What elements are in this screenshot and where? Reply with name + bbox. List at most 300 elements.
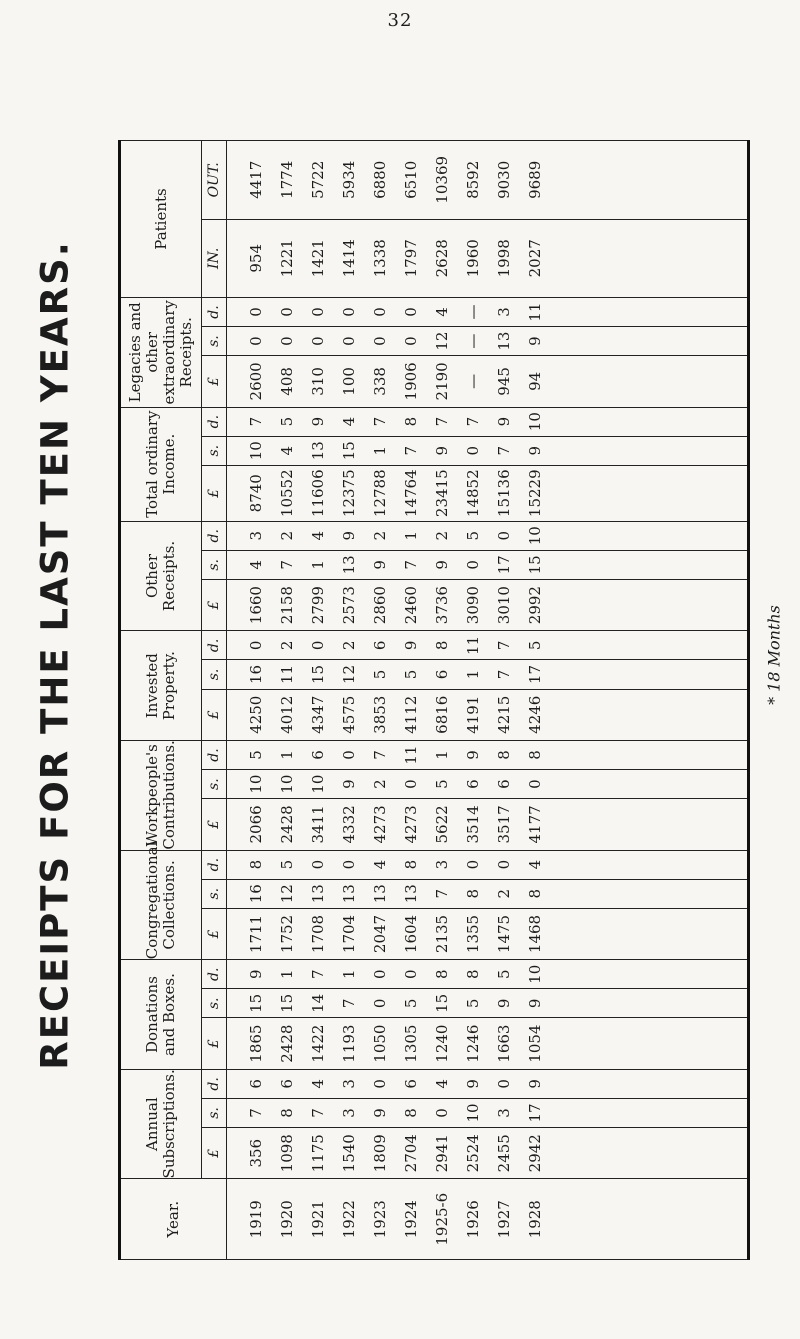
annual-pence-cell: 6 (402, 1079, 420, 1089)
congregational-shillings-cell: 13 (371, 884, 389, 904)
subhead-shillings: s. (202, 989, 227, 1018)
congregational-pence-cell: 3 (433, 859, 451, 870)
total-shillings-cell: 7 (402, 445, 420, 456)
page-number: 32 (387, 10, 413, 31)
subhead-pounds: £ (202, 356, 227, 407)
invested-shillings-cell: 1 (464, 669, 482, 680)
invested-shillings-column (227, 660, 749, 689)
annual-pence-cell: 3 (340, 1079, 358, 1089)
annual-shillings-cell: 8 (278, 1108, 296, 1118)
annual-pounds-cell: 2524 (464, 1134, 482, 1173)
patients-in-cell: 1221 (278, 239, 296, 278)
total-pounds-cell: 8740 (247, 474, 265, 513)
legacies-shillings-cell: 0 (340, 336, 358, 346)
col-legacies: Legacies and other extraordinary Receipts. (120, 297, 202, 407)
legacies-pounds-cell: 1906 (402, 362, 420, 401)
annual-pounds-cell: 1540 (340, 1134, 358, 1173)
legacies-pounds-column (227, 356, 749, 407)
workpeople-pounds-cell: 4332 (340, 805, 358, 844)
invested-shillings-cell: 7 (495, 669, 513, 680)
invested-pounds-cell: 4246 (526, 695, 544, 734)
subhead-shillings: s. (202, 327, 227, 356)
invested-pence-cell: 2 (340, 640, 358, 651)
patients-out-cell: 10369 (433, 155, 451, 204)
invested-shillings-cell: 16 (247, 664, 265, 685)
annual-pounds-cell: 2455 (495, 1134, 513, 1173)
annual-shillings-cell: 10 (464, 1103, 482, 1123)
other-pence-cell: 0 (495, 530, 513, 541)
congregational-pence-cell: 4 (526, 859, 544, 870)
subhead-shillings: s. (202, 879, 227, 908)
subhead-shillings: s. (202, 1098, 227, 1127)
total-shillings-cell: 7 (495, 445, 513, 456)
total-pounds-column (227, 465, 749, 521)
other-shillings-cell: 7 (402, 560, 420, 570)
donations-pounds-cell: 1663 (495, 1024, 513, 1063)
donations-pence-cell: 1 (278, 969, 296, 980)
legacies-shillings-cell: 0 (371, 336, 389, 346)
total-pence-column (227, 407, 749, 436)
congregational-shillings-cell: 13 (402, 884, 420, 904)
other-pence-cell: 5 (464, 530, 482, 541)
subhead-pounds: £ (202, 1128, 227, 1179)
total-pounds-cell: 12375 (340, 469, 358, 518)
total-pence-cell: 9 (309, 416, 327, 427)
patients-in-cell: 1421 (309, 239, 327, 278)
patients-out-cell: 1774 (278, 160, 296, 199)
workpeople-pounds-cell: 5622 (433, 805, 451, 844)
workpeople-pounds-cell: 2428 (278, 805, 296, 844)
invested-pence-cell: 2 (278, 640, 296, 651)
congregational-pence-cell: 0 (495, 859, 513, 870)
donations-pounds-cell: 1305 (402, 1024, 420, 1063)
annual-shillings-cell: 3 (340, 1108, 358, 1118)
legacies-shillings-cell: 9 (526, 336, 544, 346)
congregational-pence-column (227, 850, 749, 879)
workpeople-pence-cell: 7 (371, 750, 389, 760)
legacies-pence-cell: 0 (340, 307, 358, 317)
total-shillings-cell: 1 (371, 445, 389, 456)
col-annual: Annual Subscriptions. (120, 1069, 202, 1179)
invested-shillings-cell: 17 (526, 664, 544, 685)
invested-pence-cell: 5 (526, 640, 544, 651)
subhead-pounds: £ (202, 799, 227, 850)
total-pounds-cell: 12788 (371, 469, 389, 518)
subhead-pounds: £ (202, 579, 227, 630)
workpeople-pounds-cell: 3517 (495, 805, 513, 844)
annual-pounds-cell: 1809 (371, 1134, 389, 1173)
legacies-pence-cell: 4 (433, 307, 451, 317)
workpeople-pounds-cell: 4273 (402, 805, 420, 844)
other-shillings-cell: 17 (495, 555, 513, 575)
other-pence-cell: 2 (278, 530, 296, 541)
workpeople-shillings-cell: 6 (464, 779, 482, 789)
donations-pounds-cell: 1240 (433, 1024, 451, 1063)
patients-out-cell: 6880 (371, 160, 389, 199)
legacies-shillings-cell: 0 (278, 336, 296, 346)
total-pence-cell: 5 (278, 416, 296, 427)
subhead-pence: d. (202, 297, 227, 326)
other-pence-cell: 9 (340, 530, 358, 541)
workpeople-pence-cell: 0 (340, 750, 358, 760)
year-cell: 1921 (309, 1200, 327, 1239)
invested-pounds-column (227, 689, 749, 740)
subhead-shillings: s. (202, 660, 227, 689)
col-patients: Patients (120, 141, 202, 298)
year-cell: 1924 (402, 1200, 420, 1239)
annual-pence-cell: 4 (309, 1079, 327, 1089)
congregational-shillings-cell: 12 (278, 884, 296, 904)
other-shillings-cell: 1 (309, 560, 327, 570)
annual-pounds-cell: 2942 (526, 1134, 544, 1173)
total-pence-cell: 7 (247, 416, 265, 427)
donations-shillings-cell: 9 (495, 998, 513, 1009)
workpeople-pence-cell: 6 (309, 750, 327, 760)
rotated-table-wrapper (118, 140, 750, 1260)
donations-shillings-cell: 5 (402, 998, 420, 1009)
congregational-pence-cell: 5 (278, 859, 296, 870)
congregational-pence-cell: 8 (247, 859, 265, 870)
total-pence-cell: 9 (495, 416, 513, 427)
annual-pence-cell: 9 (464, 1079, 482, 1089)
legacies-pence-cell: 0 (278, 307, 296, 317)
donations-pence-cell: 0 (371, 969, 389, 980)
workpeople-shillings-cell: 0 (526, 779, 544, 789)
invested-shillings-cell: 5 (371, 669, 389, 680)
col-congregational: Congregational Collections. (120, 850, 202, 960)
patients-out-cell: 5934 (340, 160, 358, 199)
total-shillings-cell: 15 (340, 441, 358, 461)
legacies-pence-cell: 0 (247, 307, 265, 317)
legacies-pounds-cell: 338 (371, 367, 389, 396)
invested-pence-cell: 7 (495, 640, 513, 651)
invested-pounds-cell: 4012 (278, 695, 296, 734)
subhead-pounds: £ (202, 908, 227, 959)
subhead-pence: d. (202, 960, 227, 989)
workpeople-pence-cell: 8 (526, 750, 544, 760)
legacies-shillings-cell: 0 (402, 336, 420, 346)
col-total: Total ordinary Income. (120, 407, 202, 521)
donations-pence-cell: 0 (402, 969, 420, 980)
congregational-shillings-cell: 2 (495, 888, 513, 899)
legacies-pence-cell: 3 (495, 307, 513, 317)
donations-pence-cell: 8 (464, 969, 482, 980)
other-shillings-cell: 0 (464, 560, 482, 570)
congregational-pence-cell: 8 (402, 859, 420, 870)
receipts-table (118, 140, 750, 1260)
donations-pounds-cell: 1865 (247, 1024, 265, 1063)
total-pounds-cell: 11606 (309, 469, 327, 518)
subhead-shillings: s. (202, 550, 227, 579)
donations-shillings-cell: 15 (247, 993, 265, 1013)
workpeople-shillings-cell: 0 (402, 779, 420, 789)
patients-in-cell: 1998 (495, 239, 513, 278)
total-pence-cell: 7 (433, 416, 451, 427)
congregational-pence-cell: 0 (340, 859, 358, 870)
congregational-pounds-cell: 2047 (371, 914, 389, 954)
other-pence-cell: 2 (433, 530, 451, 541)
other-pence-cell: 4 (309, 530, 327, 541)
other-pence-column (227, 521, 749, 550)
workpeople-shillings-cell: 10 (278, 774, 296, 794)
other-shillings-cell: 9 (371, 560, 389, 570)
total-shillings-cell: 9 (526, 445, 544, 456)
patients-in-cell: 2628 (433, 239, 451, 278)
total-pounds-cell: 10552 (278, 469, 296, 518)
other-pounds-cell: 3736 (433, 586, 451, 625)
total-pence-cell: 7 (464, 416, 482, 427)
total-pounds-cell: 14852 (464, 469, 482, 518)
total-pounds-cell: 14764 (402, 469, 420, 518)
congregational-pence-cell: 4 (371, 859, 389, 870)
annual-shillings-column (227, 1098, 749, 1127)
congregational-pounds-cell: 1468 (526, 914, 544, 954)
donations-pounds-cell: 1054 (526, 1024, 544, 1063)
legacies-pounds-cell: 100 (340, 367, 358, 396)
total-shillings-cell: 13 (309, 441, 327, 461)
donations-pence-cell: 8 (433, 969, 451, 980)
legacies-pounds-cell: 94 (526, 371, 544, 391)
patients-out-cell: 8592 (464, 160, 482, 199)
annual-pence-cell: 6 (247, 1079, 265, 1089)
annual-pounds-column (227, 1128, 749, 1179)
year-cell: 1923 (371, 1200, 389, 1239)
invested-shillings-cell: 15 (309, 664, 327, 685)
other-pounds-column (227, 579, 749, 630)
donations-shillings-cell: 15 (278, 993, 296, 1013)
subhead-pence: d. (202, 740, 227, 769)
subhead-pence: d. (202, 1069, 227, 1098)
workpeople-pence-cell: 9 (464, 750, 482, 760)
congregational-pounds-cell: 1752 (278, 914, 296, 954)
invested-pence-cell: 0 (309, 640, 327, 651)
year-cell: 1920 (278, 1200, 296, 1239)
invested-pounds-cell: 4112 (402, 695, 420, 734)
other-shillings-cell: 9 (433, 560, 451, 570)
workpeople-pence-cell: 1 (433, 750, 451, 760)
patients-out-cell: 4417 (247, 160, 265, 199)
patients-out-cell: 6510 (402, 160, 420, 199)
workpeople-shillings-cell: 10 (309, 774, 327, 794)
legacies-pounds-cell: 310 (309, 367, 327, 396)
workpeople-pounds-cell: 2066 (247, 805, 265, 844)
other-shillings-cell: 4 (247, 560, 265, 570)
invested-pounds-cell: 4575 (340, 695, 358, 734)
annual-shillings-cell: 0 (433, 1108, 451, 1118)
legacies-pounds-cell: 2190 (433, 362, 451, 401)
legacies-pence-column (227, 297, 749, 326)
annual-pounds-cell: 1175 (309, 1134, 327, 1173)
footnote: * 18 Months (764, 605, 784, 705)
congregational-pounds-cell: 1475 (495, 914, 513, 954)
other-pounds-cell: 2799 (309, 586, 327, 625)
col-invested: Invested Property. (120, 631, 202, 741)
congregational-pounds-cell: 1704 (340, 914, 358, 954)
workpeople-shillings-cell: 10 (247, 774, 265, 794)
donations-pence-cell: 1 (340, 969, 358, 980)
workpeople-pence-cell: 1 (278, 750, 296, 760)
workpeople-pounds-cell: 3514 (464, 805, 482, 844)
congregational-shillings-cell: 7 (433, 888, 451, 899)
patients-out-cell: 5722 (309, 160, 327, 199)
other-pounds-cell: 2460 (402, 586, 420, 625)
annual-pounds-cell: 356 (247, 1138, 265, 1168)
year-cell: 1926 (464, 1200, 482, 1239)
workpeople-pounds-cell: 4273 (371, 805, 389, 844)
invested-shillings-cell: 12 (340, 664, 358, 685)
workpeople-pence-cell: 8 (495, 750, 513, 760)
legacies-pence-cell: 0 (309, 307, 327, 317)
total-pence-cell: 4 (340, 416, 358, 427)
col-other: Other Receipts. (120, 521, 202, 631)
donations-shillings-cell: 9 (526, 998, 544, 1009)
patients-in-column (227, 219, 749, 297)
congregational-shillings-cell: 8 (464, 888, 482, 899)
other-pounds-cell: 1660 (247, 586, 265, 625)
invested-pence-column (227, 631, 749, 660)
total-shillings-cell: 9 (433, 445, 451, 456)
donations-shillings-cell: 0 (371, 998, 389, 1009)
congregational-pence-cell: 0 (309, 859, 327, 870)
subhead-pence: d. (202, 850, 227, 879)
congregational-pounds-cell: 1355 (464, 914, 482, 954)
donations-pence-cell: 5 (495, 969, 513, 980)
invested-pounds-cell: 4250 (247, 695, 265, 734)
other-pounds-cell: 2992 (526, 586, 544, 625)
patients-in-cell: 1338 (371, 239, 389, 278)
subhead-shillings: s. (202, 436, 227, 465)
other-pounds-cell: 3010 (495, 586, 513, 625)
subhead-pence: d. (202, 521, 227, 550)
congregational-pounds-cell: 1708 (309, 914, 327, 954)
legacies-pence-cell: 11 (526, 302, 544, 322)
annual-shillings-cell: 7 (247, 1108, 265, 1118)
congregational-pence-cell: 0 (464, 859, 482, 870)
other-pence-cell: 1 (402, 530, 420, 541)
invested-shillings-cell: 5 (402, 669, 420, 680)
donations-pence-cell: 7 (309, 969, 327, 980)
annual-pence-cell: 0 (495, 1079, 513, 1089)
total-pounds-cell: 15136 (495, 469, 513, 518)
legacies-shillings-cell: 12 (433, 331, 451, 351)
col-year: Year. (120, 1179, 227, 1260)
annual-shillings-cell: 8 (402, 1108, 420, 1118)
other-pounds-cell: 2158 (278, 586, 296, 625)
legacies-pounds-cell: — (464, 373, 482, 389)
annual-pence-cell: 9 (526, 1079, 544, 1089)
other-shillings-column (227, 550, 749, 579)
subhead-pounds: £ (202, 1018, 227, 1069)
year-column (227, 1179, 749, 1260)
subhead-patients-in: IN. (202, 219, 227, 297)
other-pence-cell: 3 (247, 530, 265, 541)
total-pounds-cell: 23415 (433, 469, 451, 518)
annual-shillings-cell: 9 (371, 1108, 389, 1118)
donations-shillings-cell: 14 (309, 993, 327, 1013)
legacies-pence-cell: 0 (371, 307, 389, 317)
annual-pence-column (227, 1069, 749, 1098)
workpeople-pence-column (227, 740, 749, 769)
workpeople-shillings-column (227, 770, 749, 799)
donations-pence-column (227, 960, 749, 989)
subhead-pounds: £ (202, 465, 227, 521)
total-shillings-column (227, 436, 749, 465)
page-title: RECEIPTS FOR THE LAST TEN YEARS. (33, 240, 77, 1070)
total-pence-cell: 8 (402, 416, 420, 427)
patients-out-cell: 9689 (526, 160, 544, 199)
legacies-shillings-cell: 0 (247, 336, 265, 346)
congregational-pounds-cell: 2135 (433, 914, 451, 954)
congregational-shillings-cell: 13 (309, 884, 327, 904)
donations-shillings-cell: 5 (464, 998, 482, 1009)
invested-pence-cell: 11 (464, 635, 482, 655)
legacies-pence-cell: — (464, 304, 482, 320)
legacies-shillings-cell: 13 (495, 331, 513, 351)
year-cell: 1925-6 (433, 1192, 451, 1246)
total-shillings-cell: 0 (464, 445, 482, 456)
other-shillings-cell: 7 (278, 560, 296, 570)
congregational-pounds-cell: 1711 (247, 914, 265, 954)
legacies-pounds-cell: 408 (278, 367, 296, 396)
workpeople-shillings-cell: 6 (495, 779, 513, 789)
invested-pounds-cell: 4191 (464, 695, 482, 734)
legacies-pounds-cell: 2600 (247, 362, 265, 401)
annual-pence-cell: 6 (278, 1079, 296, 1089)
other-pounds-cell: 2860 (371, 586, 389, 625)
other-pence-cell: 2 (371, 530, 389, 541)
other-pounds-cell: 3090 (464, 586, 482, 625)
congregational-shillings-column (227, 879, 749, 908)
total-shillings-cell: 4 (278, 445, 296, 456)
year-cell: 1928 (526, 1200, 544, 1239)
other-shillings-cell: 13 (340, 555, 358, 575)
annual-shillings-cell: 17 (526, 1103, 544, 1123)
patients-in-cell: 2027 (526, 239, 544, 278)
patients-in-cell: 1960 (464, 239, 482, 278)
invested-pounds-cell: 6816 (433, 695, 451, 734)
total-pence-cell: 10 (526, 412, 544, 432)
congregational-pounds-column (227, 908, 749, 959)
annual-shillings-cell: 3 (495, 1108, 513, 1118)
workpeople-pounds-column (227, 799, 749, 850)
annual-pounds-cell: 2941 (433, 1134, 451, 1173)
donations-pounds-cell: 2428 (278, 1024, 296, 1063)
legacies-pounds-cell: 945 (495, 367, 513, 396)
annual-pounds-cell: 1098 (278, 1134, 296, 1173)
other-shillings-cell: 15 (526, 555, 544, 575)
donations-pounds-cell: 1246 (464, 1024, 482, 1063)
other-pounds-cell: 2573 (340, 586, 358, 625)
patients-in-cell: 954 (247, 243, 265, 273)
legacies-shillings-column (227, 327, 749, 356)
annual-pounds-cell: 2704 (402, 1134, 420, 1173)
patients-in-cell: 1414 (340, 239, 358, 278)
donations-pounds-column (227, 1018, 749, 1069)
workpeople-pounds-cell: 4177 (526, 805, 544, 844)
annual-shillings-cell: 7 (309, 1108, 327, 1118)
annual-pence-cell: 4 (433, 1079, 451, 1089)
legacies-pence-cell: 0 (402, 307, 420, 317)
donations-shillings-cell: 7 (340, 998, 358, 1009)
subhead-pounds: £ (202, 689, 227, 740)
total-pence-cell: 7 (371, 416, 389, 427)
workpeople-pence-cell: 5 (247, 750, 265, 760)
total-pounds-cell: 15229 (526, 469, 544, 518)
col-workpeople: Workpeople's Contributions. (120, 740, 202, 850)
subhead-pence: d. (202, 407, 227, 436)
subhead-pence: d. (202, 631, 227, 660)
legacies-shillings-cell: — (464, 333, 482, 349)
